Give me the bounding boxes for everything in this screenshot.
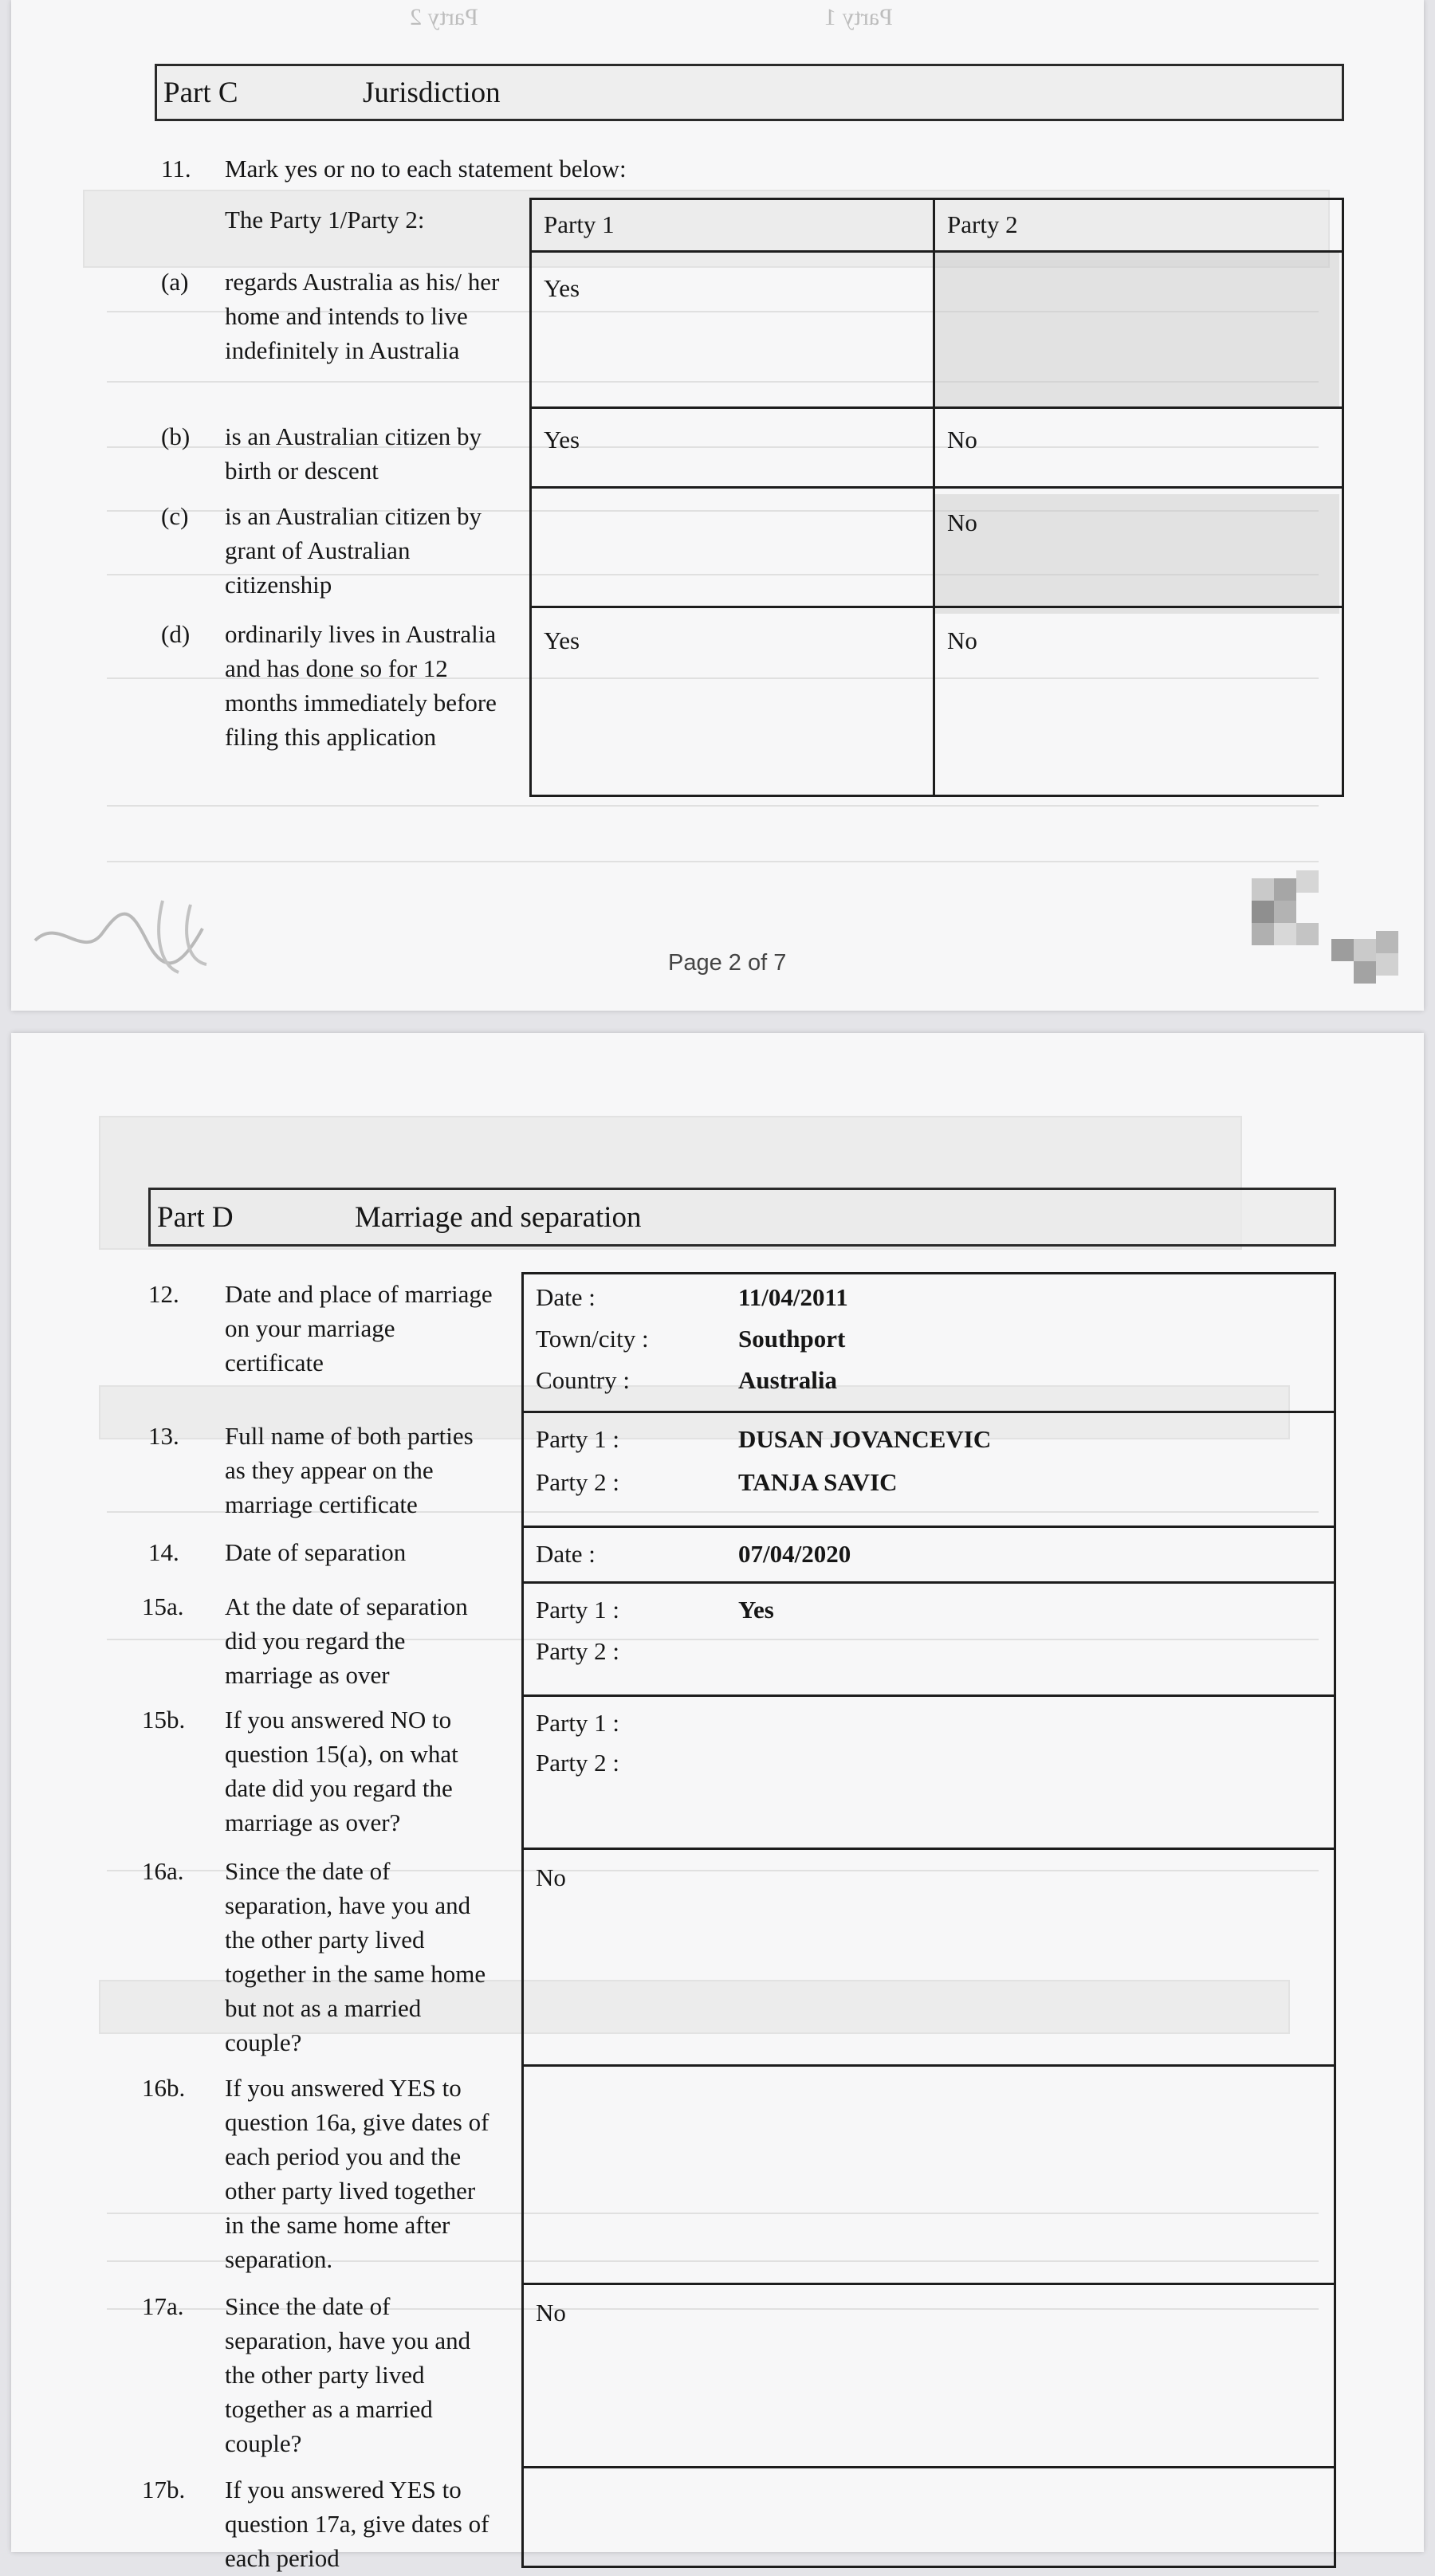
answer-party-2: No xyxy=(947,626,977,654)
document-page-2: Party 2 Party 1 Part C Jurisdiction 11. Mark yes or no to each statement below: The Party 1/Party 2: Party 1 Party 2 (a) regards Australia as his/ her home and intends to live indefinitely in Australia Yes (b) is an Australian citizen by birth or descent Yes No (c) is an Australian citizen by grant of Australian citizenship No (d) ordinarily lives in Australia and has done so for 12 months immediately before filing this application Yes No Page 2 of 7 xyxy=(11,0,1424,1011)
field-label: Party 2 : xyxy=(536,1637,620,1665)
question-15a: 15a. At the date of separation did you regard the marriage as over xyxy=(142,1592,468,1689)
answer-value: No xyxy=(536,2299,566,2327)
field-value: Australia xyxy=(738,1366,837,1394)
part-c-header xyxy=(155,64,1344,121)
table-row: (a) regards Australia as his/ her home and intends to live indefinitely in Australia xyxy=(161,268,500,364)
column-header-party-2: Party 2 xyxy=(947,210,1018,238)
pixelated-logo xyxy=(1252,870,1411,990)
part-code: Part D xyxy=(157,1200,234,1234)
field-label: Date : xyxy=(536,1283,596,1311)
question-11 xyxy=(161,151,879,187)
part-title: Jurisdiction xyxy=(363,76,501,109)
page-number: Page 2 of 7 xyxy=(668,950,787,976)
field-label: Party 1 : xyxy=(536,1425,620,1453)
answer-value: No xyxy=(536,1863,566,1891)
question-number: 11. xyxy=(161,155,191,183)
field-label: Party 2 : xyxy=(536,1468,620,1496)
table-row: (d) ordinarily lives in Australia and has done so for 12 months immediately before filing this application xyxy=(161,620,497,751)
part-title: Marriage and separation xyxy=(355,1200,642,1234)
answer-party-1: Yes xyxy=(544,274,580,302)
answer-party-1: Yes xyxy=(544,426,580,454)
question-17b: 17b. If you answered YES to question 17a, give dates of each period xyxy=(142,2476,489,2572)
field-label: Date : xyxy=(536,1540,596,1568)
question-11-subject: The Party 1/Party 2: xyxy=(225,206,425,234)
question-text: Mark yes or no to each statement below: xyxy=(225,155,627,183)
field-value: 07/04/2020 xyxy=(738,1540,851,1568)
document-page-3 xyxy=(11,1033,1424,2572)
field-label: Party 1 : xyxy=(536,1709,620,1737)
field-label: Party 2 : xyxy=(536,1749,620,1777)
field-label: Town/city : xyxy=(536,1325,649,1353)
field-value: TANJA SAVIC xyxy=(738,1468,898,1496)
field-value: DUSAN JOVANCEVIC xyxy=(738,1425,992,1453)
field-label: Country : xyxy=(536,1366,630,1394)
question-13: 13. Full name of both parties as they appear on the marriage certificate xyxy=(148,1422,474,1518)
part-d-header xyxy=(148,1188,1336,1247)
field-value: Southport xyxy=(738,1325,846,1353)
answer-party-2: No xyxy=(947,509,977,536)
question-12: 12. Date and place of marriage on your marriage certificate xyxy=(148,1280,493,1376)
question-17a: 17a. Since the date of separation, have you and the other party lived together as a married couple? xyxy=(142,2292,471,2457)
question-15b: 15b. If you answered NO to question 15(a), on what date did you regard the marriage as over? xyxy=(142,1706,458,1836)
field-value: 11/04/2011 xyxy=(738,1283,848,1311)
table-row: (b) is an Australian citizen by birth or descent xyxy=(161,422,482,485)
signature xyxy=(27,885,226,988)
answer-party-1: Yes xyxy=(544,626,580,654)
question-16a: 16a. Since the date of separation, have you and the other party lived together in the same home but not as a married couple? xyxy=(142,1857,486,2056)
question-16b: 16b. If you answered YES to question 16a, give dates of each period you and the other party lived together in the same home after separation. xyxy=(142,2074,489,2273)
question-14: 14. Date of separation xyxy=(148,1538,407,1566)
field-value: Yes xyxy=(738,1596,774,1624)
field-label: Party 1 : xyxy=(536,1596,620,1624)
part-code: Part C xyxy=(163,76,238,109)
answer-party-2: No xyxy=(947,426,977,454)
column-header-party-1: Party 1 xyxy=(544,210,615,238)
table-row: (c) is an Australian citizen by grant of Australian citizenship xyxy=(161,502,482,599)
